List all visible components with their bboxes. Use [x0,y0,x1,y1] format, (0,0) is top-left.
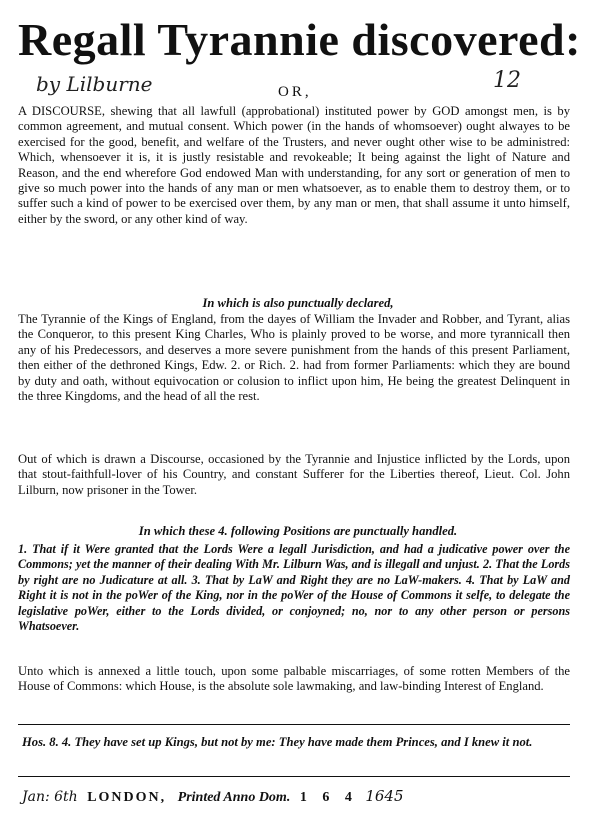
handwritten-number-note: 12 [493,68,521,93]
discourse-paragraph [18,104,570,227]
top-divider-rule [18,724,570,725]
declared-heading: In which is also punctually declared, [202,296,394,310]
positions-heading: In which these 4. following Positions are punctually handled. [138,524,458,538]
tyranny-text: The Tyrannie of the Kings of England, from the dayes of William the Invader and Robber, and Tyrant, alias the Conqueror, to this present King Charles, Who is plainly proved to be worse, and more tyrannicall then any of his Predecessors, and deserves a more severe punishment from the hands of this present Parliament, then either of the dethroned Kings, Edw. 2. or Rich. 2. had from former Parliaments: which they are bound by duty and oath, without equivocation or colusion to inflict upon him, He being the greatest Delinquent in the three Kingdoms, and the head of all the rest. [18,312,570,404]
drawn-text: Out of which is drawn a Discourse, occasioned by the Tyrannie and Injustice inflicted by the Lords, upon that stout-faithfull-lover of his Country, and constant Sufferer for the Liberties thereof, Lieut. Col. John Lilburn, now prisoner in the Tower. [18,452,570,497]
tyranny-paragraph [18,312,570,404]
imprint-line [22,787,582,806]
positions-text: 1. That if it Were granted that the Lords Were a legall Jurisdiction, and had a judicative power over the Commons; yet the manner of their dealing With Mr. Lilburn Was, and is illegall and unjust. 2. That the Lords by right are no Judicature at all. 3. That by LaW and Right they are no LaW-makers. 4. That by LaW and Right it is not in the poWer of the King, nor in the poWer of the House of Commons it selfe, to delegate the legislative poWer, either to the Lords divided, or conjoyned; no, nor to any other person or persons Whatsoever. [18,542,570,634]
positions-paragraph [18,542,570,634]
handwritten-year: 1645 [365,787,404,805]
drawn-paragraph [18,452,570,498]
imprint-printed: Printed Anno Dom. [177,790,291,805]
discourse-text: A DISCOURSE, shewing that all lawfull (approbational) instituted power by GOD amongst men, is by common agreement, and mutual consent. Which power (in the hands of whomsoever) ought alwayes to be exercised for the good, benefit, and welfare of the Trusters, and never ought other wise to be administred: Which, whensoever it is, it is justly resistable and revokeable; It being against the light of Nature and Reason, and the end wherefore God endowed Man with understanding, for any sort or generation of men to give so much power into the hands of any man or men whatsoever, as to enable them to destroy them, or to suffer such a kind of power to be exercised over them, by any man or men, that shall assume it unto himself, either by the sword, or any other kind of way. [18,104,570,226]
annexed-paragraph [18,664,570,695]
bottom-divider-rule [18,776,570,777]
handwritten-author-note: by Lilburne [36,72,153,96]
hosea-quote: Hos. 8. 4. They have set up Kings, but not by me: They have made them Princes, and I knew it not. [22,735,533,749]
page-title: Regall Tyrannie discovered: [18,14,581,65]
imprint-london: LONDON, [87,790,167,805]
or-divider: OR, [278,84,312,100]
annexed-text: Unto which is annexed a little touch, upon some palbable miscarriages, of some rotten Members of the House of Commons: which House, is the absolute sole lawmaking, and law-binding Interest of England. [18,664,570,694]
imprint-year: 1 6 4 [299,790,358,805]
handwritten-date: Jan: 6th [22,789,78,805]
